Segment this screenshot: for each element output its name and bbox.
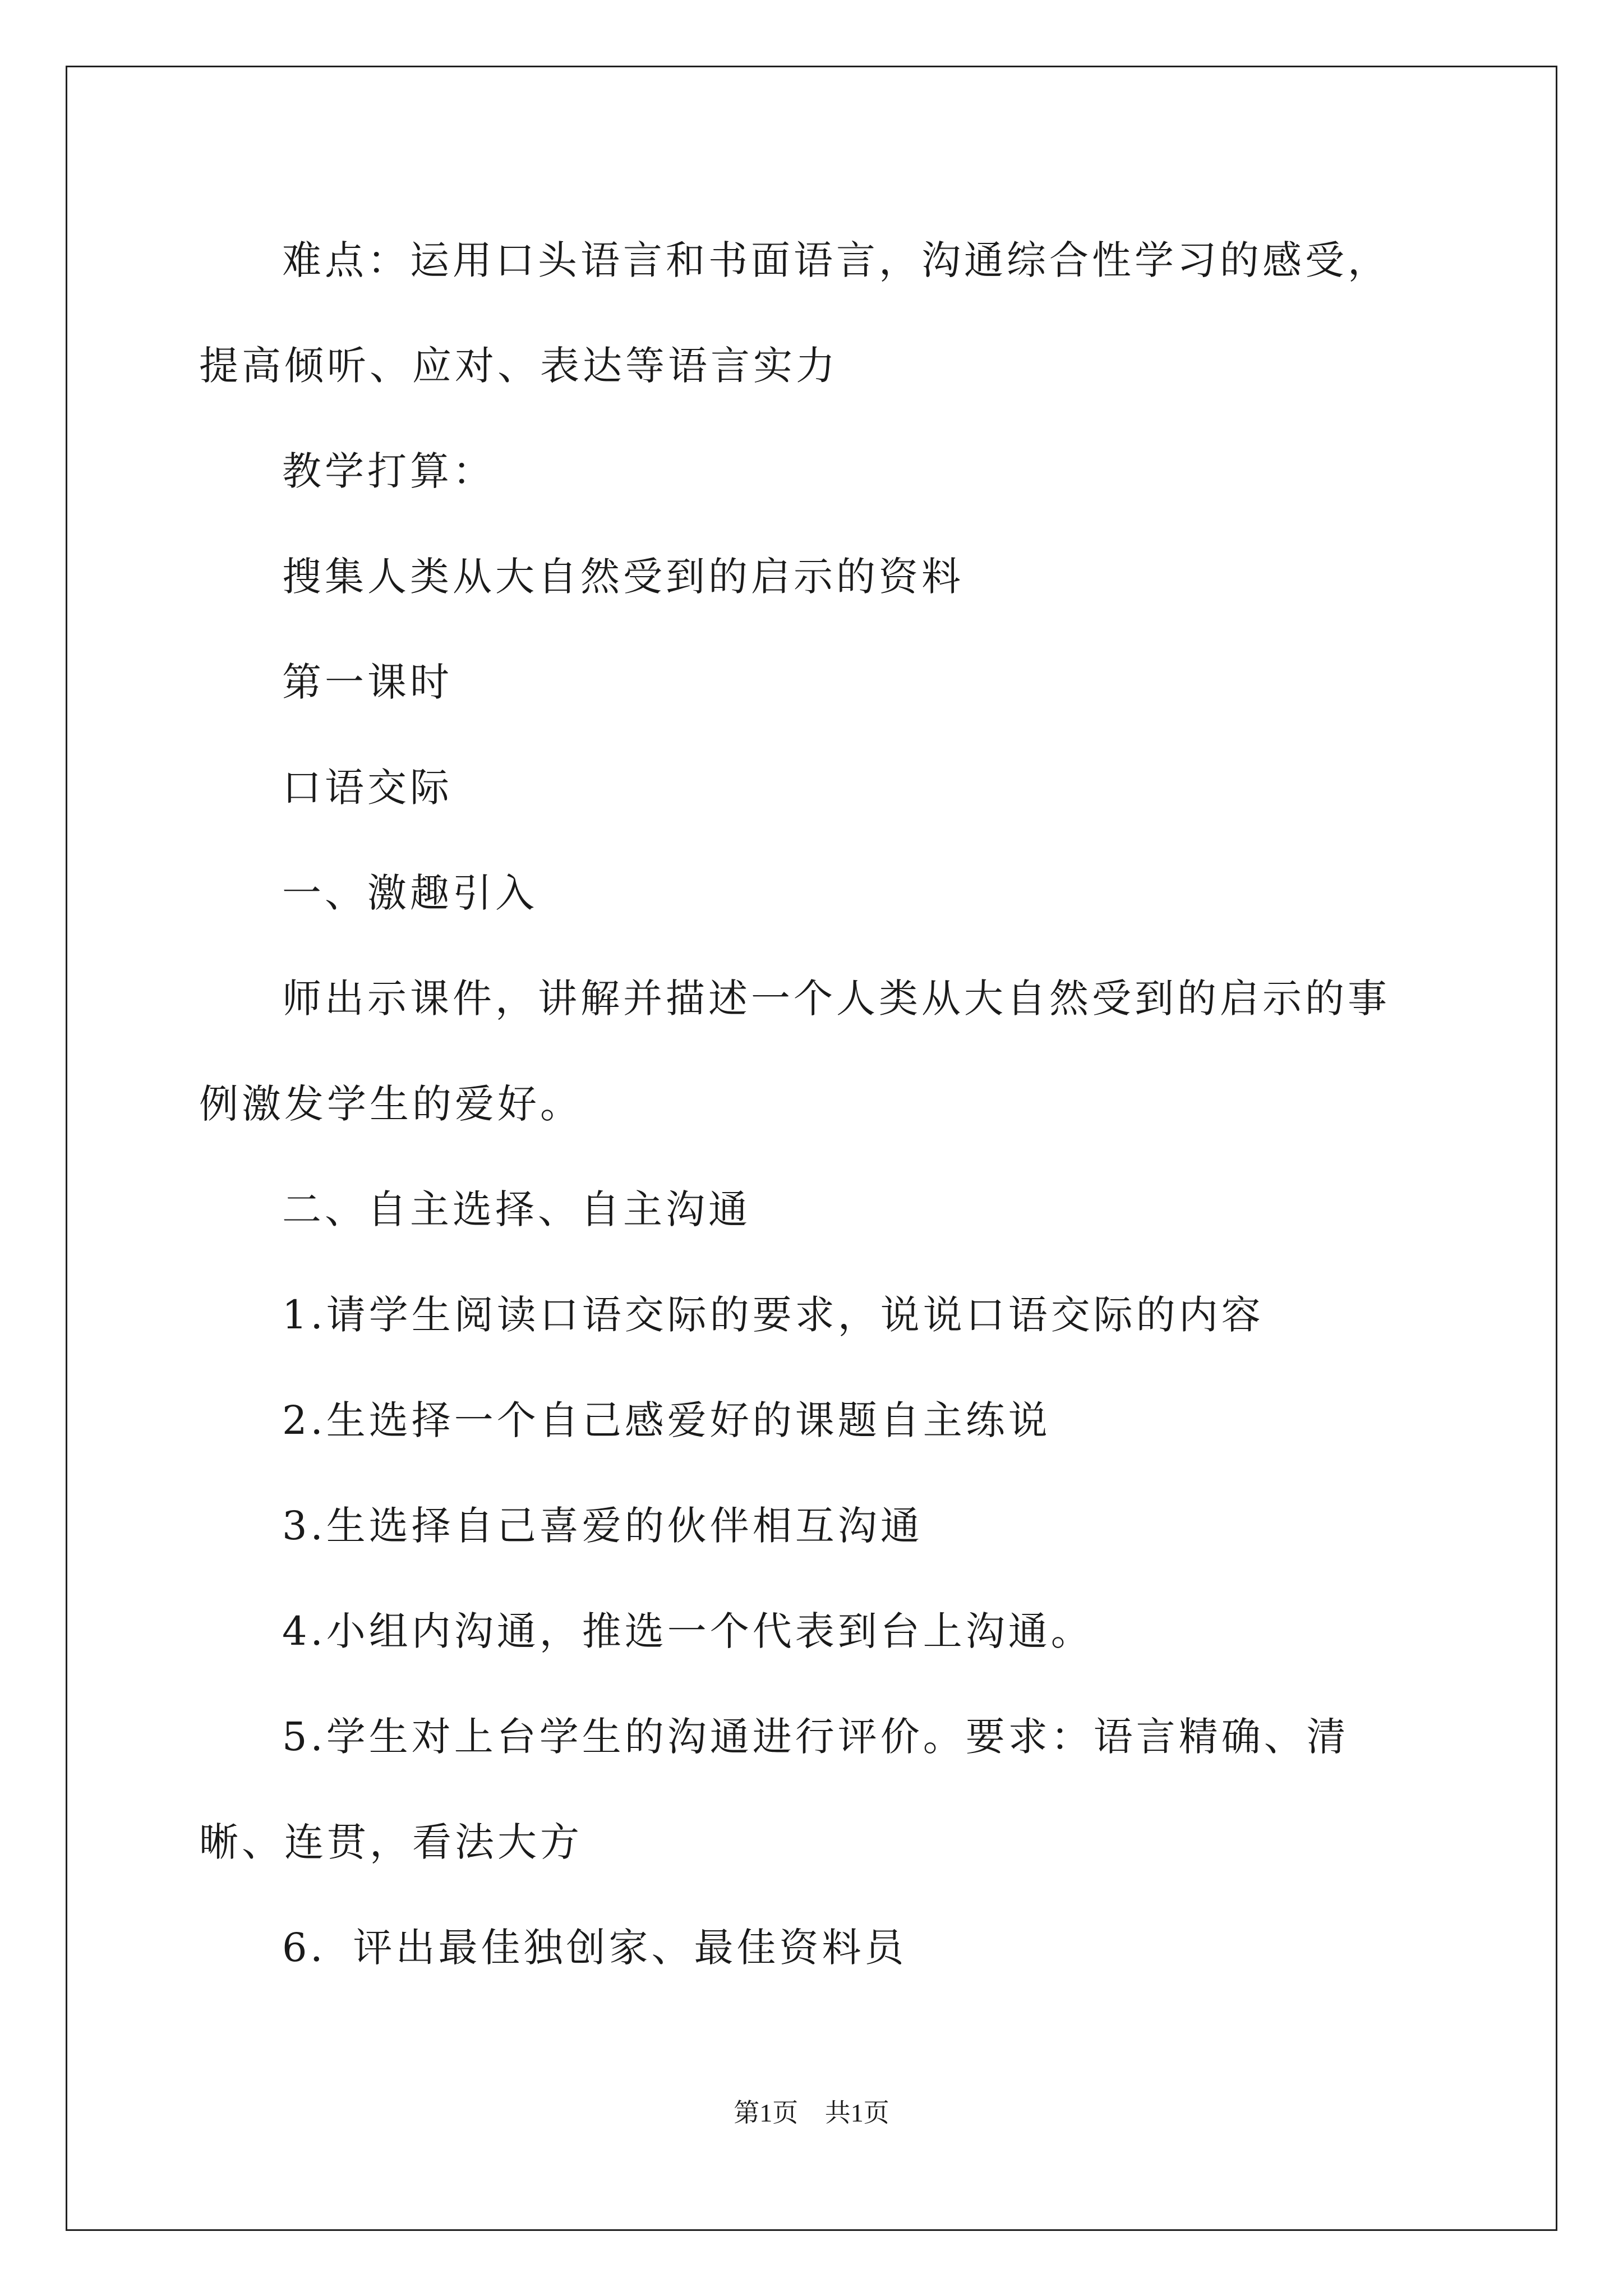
paragraph-step-one-body: 师出示课件，讲解并描述一个人类从大自然受到的启示的事例激发学生的爱好。 xyxy=(199,976,1390,1127)
list-item-2: 2.生选择一个自己感爱好的课题自主练说 xyxy=(282,1397,1051,1443)
list-item-4: 4.小组内沟通，推选一个代表到台上沟通。 xyxy=(282,1608,1094,1654)
paragraph-step-one-heading: 一、激趣引入 xyxy=(282,870,538,916)
paragraph-section-title: 口语交际 xyxy=(282,765,453,811)
document-body xyxy=(199,208,1430,2000)
current-page-label: 第1页 xyxy=(734,2099,799,2127)
paragraph-step-two-heading: 二、自主选择、自主沟通 xyxy=(282,1186,751,1232)
list-item-5: 5.学生对上台学生的沟通进行评价。要求：语言精确、清晰、连贯，看法大方 xyxy=(199,1714,1349,1865)
paragraph-lesson-title: 第一课时 xyxy=(282,659,453,705)
page-footer xyxy=(0,2092,1623,2129)
paragraph-preparation-heading: 教学打算： xyxy=(282,448,495,494)
paragraph-difficulty: 难点：运用口头语言和书面语言，沟通综合性学习的感受，提高倾听、应对、表达等语言实力 xyxy=(199,237,1390,389)
list-item-1: 1.请学生阅读口语交际的要求，说说口语交际的内容 xyxy=(282,1292,1264,1338)
list-item-6: 6．评出最佳独创家、最佳资料员 xyxy=(282,1925,907,1971)
list-item-3: 3.生选择自己喜爱的伙伴相互沟通 xyxy=(282,1503,923,1549)
paragraph-preparation-item: 搜集人类从大自然受到的启示的资料 xyxy=(282,554,964,600)
total-pages-label: 共1页 xyxy=(824,2099,889,2127)
